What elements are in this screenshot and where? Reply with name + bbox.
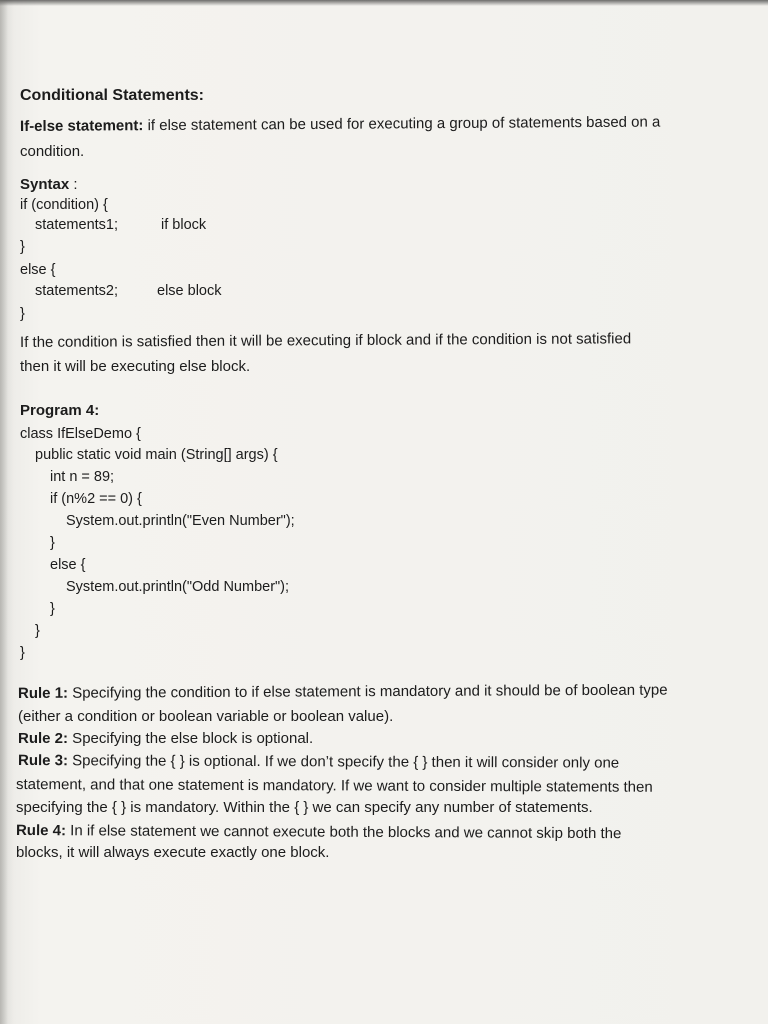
syntax-line-if: if (condition) { xyxy=(20,197,108,213)
syntax-label-if-block: if block xyxy=(161,217,207,233)
intro-text-1: if else statement can be used for executing a group of statements based on a xyxy=(143,113,661,135)
rule-2-line-1 xyxy=(18,729,313,749)
scan-top-shadow xyxy=(0,0,768,6)
program-line-class: class IfElseDemo { xyxy=(20,426,141,442)
rule-2-label: Rule 2: xyxy=(18,730,69,747)
program-line-int: int n = 89; xyxy=(50,469,115,485)
program-line-else: else { xyxy=(50,557,86,573)
rule-3-line-3: specifying the { } is mandatory. Within the { } we can specify any number of statements. xyxy=(16,799,593,816)
syntax-label-else-block: else block xyxy=(157,283,222,299)
syntax-line-statements1: statements1; xyxy=(35,217,119,233)
rule-3-line-1 xyxy=(18,751,619,774)
rule-1-label: Rule 1: xyxy=(17,684,69,702)
rule-3-text-1: Specifying the { } is optional. If we don’t specify the { } then it will consider only one xyxy=(67,752,620,772)
rule-3-label: Rule 3: xyxy=(17,752,69,770)
rule-1-line-1 xyxy=(18,681,668,704)
page-title: Conditional Statements: xyxy=(20,87,205,104)
explanation-line-2: then it will be executing else block. xyxy=(20,358,251,375)
scan-left-edge xyxy=(0,0,8,1024)
rule-3-line-2: statement, and that one statement is mandatory. If we want to consider multiple statements then xyxy=(15,776,653,796)
rule-4-line-2: blocks, it will always execute exactly one block. xyxy=(16,844,330,861)
explanation-line-1: If the condition is satisfied then it will be executing if block and if the condition is not satisfied xyxy=(19,330,632,351)
program-line-close-else: } xyxy=(50,601,55,617)
syntax-line-else: else { xyxy=(20,262,56,278)
syntax-heading xyxy=(20,175,78,195)
intro-line-2: condition. xyxy=(20,143,85,160)
syntax-line-close-2: } xyxy=(20,306,25,322)
program-line-close-if: } xyxy=(50,535,55,551)
rule-1-text-1: Specifying the condition to if else statement is mandatory and it should be of boolean type xyxy=(67,681,668,702)
rule-4-label: Rule 4: xyxy=(15,822,67,840)
intro-term: If-else statement: xyxy=(19,117,144,135)
syntax-heading-label: Syntax xyxy=(20,176,70,193)
rule-2-text-1: Specifying the else block is optional. xyxy=(68,730,314,747)
program-line-close-class: } xyxy=(20,645,25,661)
rule-4-text-1: In if else statement we cannot execute both the blocks and we cannot skip both the xyxy=(65,822,622,843)
program-line-main: public static void main (String[] args) { xyxy=(35,447,278,463)
syntax-line-close-1: } xyxy=(20,239,25,255)
program-line-print-even: System.out.println("Even Number"); xyxy=(66,513,295,529)
syntax-heading-colon: : xyxy=(69,176,78,193)
intro-line-1 xyxy=(20,113,660,137)
program-line-if: if (n%2 == 0) { xyxy=(50,491,142,507)
syntax-line-statements2: statements2; xyxy=(35,283,119,299)
rule-1-line-2: (either a condition or boolean variable or boolean value). xyxy=(18,708,394,725)
rule-4-line-1 xyxy=(16,821,621,844)
program-line-close-main: } xyxy=(35,623,40,639)
program-heading: Program 4: xyxy=(20,402,100,419)
program-line-print-odd: System.out.println("Odd Number"); xyxy=(66,579,290,595)
